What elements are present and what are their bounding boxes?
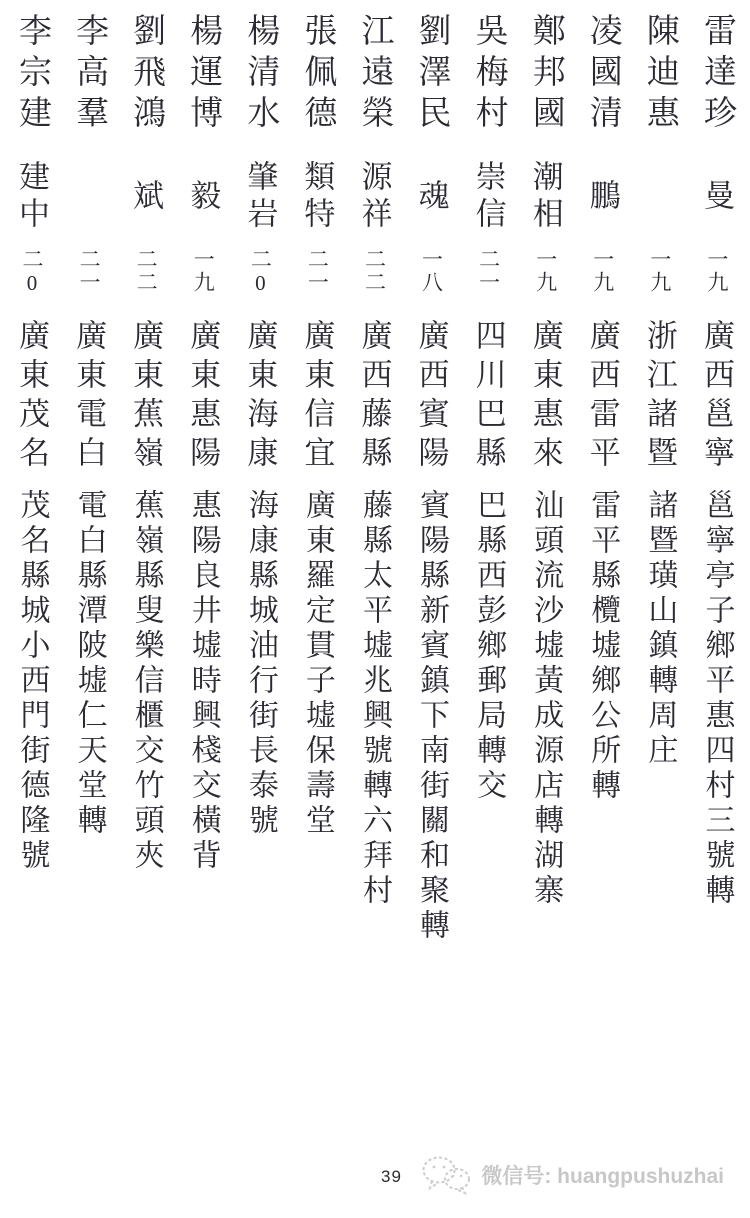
courtesy-name: 類特 — [299, 160, 335, 234]
native-place: 廣東蕉嶺 — [128, 319, 164, 475]
courtesy-name: 斌 — [128, 178, 164, 216]
native-place: 廣東惠來 — [527, 319, 563, 475]
person-name: 凌國清 — [584, 13, 621, 136]
mailing-address: 巴縣西彭鄉郵局轉交 — [472, 489, 506, 804]
person-name: 張佩德 — [299, 13, 336, 136]
courtesy-name-slot — [413, 146, 449, 248]
directory-entry — [355, 13, 392, 953]
directory-entry — [13, 13, 50, 953]
mailing-address: 惠陽良井墟時興棧交橫背 — [186, 489, 220, 874]
directory-entry — [527, 13, 564, 953]
native-place: 廣東惠陽 — [185, 319, 221, 475]
page-number: 39 — [381, 1167, 402, 1186]
watermark-text: 微信号: huangpushuzhai — [481, 1165, 724, 1188]
person-name: 雷達珍 — [698, 13, 735, 136]
directory-entry — [127, 13, 164, 953]
courtesy-name-slot — [470, 146, 506, 248]
courtesy-name-slot — [185, 146, 221, 248]
courtesy-name-slot — [356, 146, 392, 248]
age-number: 一九 — [590, 248, 615, 294]
courtesy-name: 建中 — [14, 160, 49, 234]
courtesy-name: 崇信 — [470, 160, 506, 234]
person-name: 楊清水 — [242, 13, 279, 136]
native-place: 廣西藤縣 — [356, 319, 392, 475]
mailing-address: 賓陽縣新賓鎮下南街關和聚轉 — [415, 489, 449, 944]
courtesy-name: 毅 — [185, 178, 221, 216]
courtesy-name-slot — [698, 146, 734, 248]
age-number: 二一 — [476, 248, 501, 294]
person-name: 吳梅村 — [470, 13, 507, 136]
native-place: 浙江諸暨 — [641, 319, 677, 475]
wechat-icon — [420, 1155, 472, 1195]
person-name: 陳迪惠 — [641, 13, 678, 136]
native-place: 廣西邕寧 — [698, 319, 734, 475]
person-name: 李高羣 — [71, 13, 108, 136]
mailing-address: 藤縣太平墟兆興號轉六拜村 — [357, 489, 391, 909]
directory-entry — [413, 13, 450, 953]
entries-area — [13, 13, 735, 953]
mailing-address: 汕頭流沙墟黃成源店轉湖寨 — [529, 489, 563, 909]
age-number: 一九 — [647, 248, 672, 294]
courtesy-name-slot — [128, 146, 164, 248]
mailing-address: 諸暨璜山鎮轉周庄 — [643, 489, 677, 769]
person-name: 李宗建 — [14, 13, 50, 136]
age-number: 一九 — [533, 248, 558, 294]
person-name: 劉澤民 — [413, 13, 450, 136]
directory-entry — [241, 13, 278, 953]
age-number: 二0 — [20, 248, 44, 297]
directory-entry — [698, 13, 735, 953]
courtesy-name-slot — [584, 146, 620, 248]
directory-entry — [584, 13, 621, 953]
courtesy-name: 肇岩 — [242, 160, 278, 234]
mailing-address: 海康縣城油行街長泰號 — [243, 489, 277, 839]
courtesy-name: 源祥 — [356, 160, 392, 234]
age-number: 二二 — [134, 248, 159, 294]
courtesy-name: 潮相 — [527, 160, 563, 234]
courtesy-name-slot — [527, 146, 563, 248]
courtesy-name: 曼 — [698, 178, 734, 216]
directory-entry — [298, 13, 335, 953]
native-place: 廣東海康 — [242, 319, 278, 475]
native-place: 廣東信宜 — [299, 319, 335, 475]
mailing-address: 廣東羅定貫子墟保壽堂 — [300, 489, 334, 839]
mailing-address: 蕉嶺縣叟樂信櫃交竹頭夾 — [129, 489, 163, 874]
courtesy-name: 鵬 — [584, 178, 620, 216]
directory-entry — [184, 13, 221, 953]
mailing-address: 雷平縣欖墟鄉公所轉 — [586, 489, 620, 804]
courtesy-name-slot — [299, 146, 335, 248]
age-number: 一八 — [419, 248, 444, 294]
age-number: 一九 — [704, 248, 729, 294]
age-number: 二二 — [362, 248, 387, 294]
person-name: 劉飛鴻 — [128, 13, 165, 136]
native-place: 廣東茂名 — [14, 319, 49, 475]
mailing-address: 電白縣潭陂墟仁天堂轉 — [72, 489, 106, 839]
mailing-address: 茂名縣城小西門街德隆號 — [15, 489, 49, 874]
directory-entry — [70, 13, 107, 953]
age-number: 二一 — [305, 248, 330, 294]
courtesy-name: 魂 — [413, 178, 449, 216]
courtesy-name-slot — [242, 146, 278, 248]
courtesy-name-slot — [16, 146, 47, 248]
wechat-watermark — [420, 1155, 724, 1195]
mailing-address: 邕寧亭子鄉平惠四村三號轉 — [700, 489, 734, 909]
native-place: 廣西雷平 — [584, 319, 620, 475]
person-name: 鄭邦國 — [527, 13, 564, 136]
age-number: 一九 — [191, 248, 216, 294]
person-name: 江遠榮 — [356, 13, 393, 136]
native-place: 廣西賓陽 — [413, 319, 449, 475]
age-number: 二一 — [77, 248, 102, 294]
directory-entry — [641, 13, 678, 953]
native-place: 廣東電白 — [71, 319, 107, 475]
directory-entry — [470, 13, 507, 953]
native-place: 四川巴縣 — [470, 319, 506, 475]
age-number: 二0 — [248, 248, 273, 297]
person-name: 楊運博 — [185, 13, 222, 136]
